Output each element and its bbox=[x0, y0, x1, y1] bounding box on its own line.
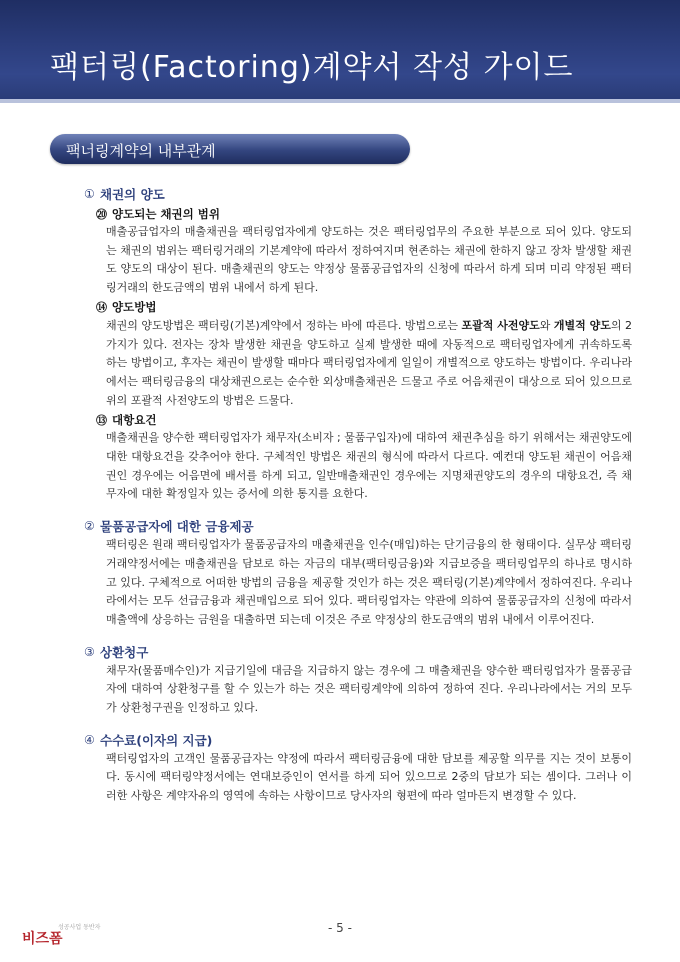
sub-title: 양도방법 bbox=[112, 300, 157, 315]
spacer bbox=[84, 630, 632, 642]
item-title: 채권의 양도 bbox=[100, 187, 165, 202]
bold-term: 포괄적 사전양도 bbox=[461, 318, 540, 332]
item-marker: ④ bbox=[84, 732, 95, 747]
section-heading-4 bbox=[84, 730, 632, 750]
item-marker: ② bbox=[84, 519, 95, 534]
sub-marker: ⑭ bbox=[96, 301, 107, 315]
bold-term: 개별적 양도 bbox=[553, 318, 611, 332]
subsection-heading bbox=[84, 410, 632, 429]
paragraph: 채무자(물품매수인)가 지급기일에 대금을 지급하지 않는 경우에 그 매출채권을 양수한 팩터링업자가 물품공급자에 대하여 상환청구를 할 수 있는가 하는 것은 팩터링계약에 의하여 정하여 진다. 우리나라에서는 거의 모두가 상환청구권을 인정하고 있다. bbox=[106, 663, 632, 715]
header-divider bbox=[0, 99, 680, 103]
section-heading-1 bbox=[84, 184, 632, 204]
spacer bbox=[84, 504, 632, 516]
text-run: 와 bbox=[539, 318, 554, 332]
text-run: 의 2가지가 있다. 전자는 장차 발생한 채권을 양도하고 실제 발생한 때에 자동적으로 팩터링업자에게 귀속하도록 하는 방법이고, 후자는 채권이 발생할 때마다 팩터링업자에게 일일이 개별적으로 양도하는 방법이다. 우리나라에서는 팩터링금융의 대상채권으로는 순수한 외상매출채권은 드물고 주로 어음채권이 대상으로 되어 있으므로 위의 포괄적 사전양도의 방법은 드물다. bbox=[106, 318, 633, 407]
sub-marker: ⑳ bbox=[96, 207, 107, 221]
section-heading-3 bbox=[84, 642, 632, 662]
paragraph: 팩터링업자의 고객인 물품공급자는 약정에 따라서 팩터링금융에 대한 담보를 제공할 의무를 지는 것이 보통이다. 동시에 팩터링약정서에는 연대보증인이 연서를 하게 되어 있으므로 2중의 담보가 되는 셈이다. 그러나 이러한 사항은 계약자유의 영역에 속하는 사항이므로 당사자의 형편에 따라 얼마든지 변경할 수 있다. bbox=[106, 751, 632, 803]
page-title: 팩터링(Factoring)계약서 작성 가이드 bbox=[50, 50, 574, 85]
page-number: - 5 - bbox=[328, 921, 352, 935]
item-title: 물품공급자에 대한 금융제공 bbox=[100, 519, 254, 535]
footer-logo: 비즈폼 bbox=[22, 931, 63, 947]
spacer bbox=[84, 718, 632, 730]
sub-marker: ⑬ bbox=[96, 413, 107, 427]
section-heading-2 bbox=[84, 516, 632, 536]
footer-logo-tagline: 성공사업 동반자 bbox=[58, 924, 101, 931]
sub-title: 양도되는 채권의 범위 bbox=[112, 206, 220, 221]
section-title-pill bbox=[50, 134, 410, 164]
document-body bbox=[84, 184, 632, 806]
subsection-heading bbox=[84, 204, 632, 223]
paragraph bbox=[84, 317, 632, 411]
paragraph: 팩터링은 원래 팩터링업자가 물품공급자의 매출채권을 인수(매입)하는 단기금융의 한 형태이다. 실무상 팩터링거래약정서에는 매출채권을 담보로 하는 자금의 대부(팩터링금융)와 지급보증을 팩터링업무의 하나로 명시하고 있다. 구체적으로 어떠한 방법의 금융을 제공할 것인가 하는 것은 팩터링(기본)계약에서 정하여진다. 우리나라에서는 모두 선급금융과 채권매입으로 되어 있다. 팩터링업자는 약관에 의하여 물품공급자의 신청에 따라서 매출액에 상응하는 금원을 대출하면 되는데 이것은 주로 약정상의 한도금액의 범위 내에서 이루어진다. bbox=[106, 538, 632, 626]
item-marker: ③ bbox=[84, 644, 95, 659]
item-marker: ① bbox=[84, 187, 95, 201]
sub-title: 대항요건 bbox=[112, 412, 157, 427]
item-title: 수수료(이자의 지급) bbox=[100, 732, 213, 748]
section-title: 팩너링계약의 내부관계 bbox=[66, 142, 216, 160]
item-title: 상환청구 bbox=[100, 644, 149, 660]
subsection-heading bbox=[84, 298, 632, 317]
paragraph: 매출공급업자의 매출채권을 팩터링업자에게 양도하는 것은 팩터링업무의 주요한 부분으로 되어 있다. 양도되는 채권의 범위는 팩터링거래의 기본계약에 따라서 정하여지며 현존하는 채권에 한하지 않고 장차 발생할 채권도 양도의 대상이 된다. 매출채권의 양도는 약정상 물품공급업자의 신청에 따라서 하게 되며 미리 약정된 팩터링거래의 한도금액의 범위 내에서 하게 된다. bbox=[106, 225, 632, 295]
text-run: 채권의 양도방법은 팩터링(기본)계약에서 정하는 바에 따른다. 방법으로는 bbox=[106, 318, 462, 332]
paragraph: 매출채권을 양수한 팩터링업자가 채무자(소비자 ; 물품구입자)에 대하여 채권추심을 하기 위해서는 채권양도에 대한 대항요건을 갖추어야 한다. 구체적인 방법은 채권의 형식에 따라서 다르다. 예컨대 양도된 채권이 어음채권인 경우에는 어음면에 배서를 하게 되고, 일반매출채권인 경우에는 지명채권양도의 경우의 대항요건, 즉 채무자에 대한 확정일자 있는 증서에 의한 통지를 요한다. bbox=[106, 431, 632, 501]
